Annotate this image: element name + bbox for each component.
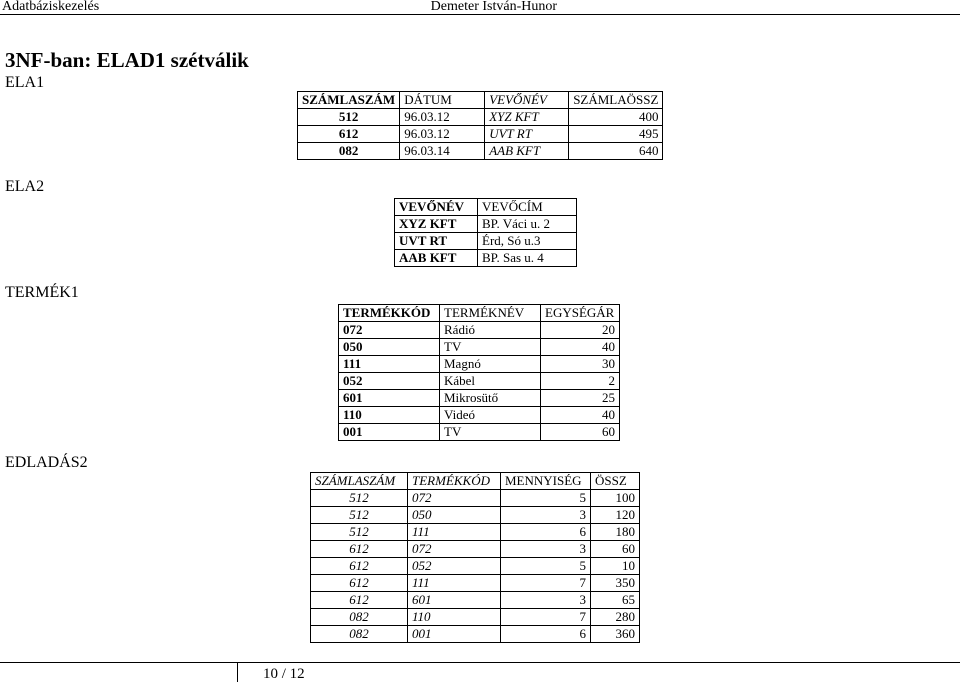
table-cell: 3	[501, 541, 591, 558]
table-row	[311, 490, 640, 507]
table-cell: 082	[311, 626, 408, 643]
label-ela1: ELA1	[5, 74, 45, 91]
col-header: MENNYISÉG	[501, 473, 591, 490]
col-header: ÖSSZ	[591, 473, 640, 490]
col-header: TERMÉKNÉV	[440, 305, 541, 322]
ela1-table	[297, 91, 663, 160]
table-cell: 512	[311, 524, 408, 541]
table-cell: AAB KFT	[485, 143, 569, 160]
table-cell: 601	[339, 390, 440, 407]
table-row	[311, 541, 640, 558]
table-row	[339, 339, 620, 356]
footer-separator	[237, 662, 238, 682]
header-right: Demeter István-Hunor	[430, 0, 557, 14]
table-row	[298, 126, 663, 143]
table-cell: 40	[541, 407, 620, 424]
termek-table	[338, 304, 620, 441]
table-cell: 111	[408, 524, 501, 541]
table-cell: 512	[311, 490, 408, 507]
table-cell: 180	[591, 524, 640, 541]
table-cell: 10	[591, 558, 640, 575]
table-cell: 25	[541, 390, 620, 407]
table-cell: 072	[339, 322, 440, 339]
table-cell: 350	[591, 575, 640, 592]
table-row	[311, 507, 640, 524]
table-row	[311, 524, 640, 541]
table-cell: Mikrosütő	[440, 390, 541, 407]
table-cell: 111	[339, 356, 440, 373]
table-cell: XYZ KFT	[485, 109, 569, 126]
table-cell: 072	[408, 541, 501, 558]
table-cell: UVT RT	[485, 126, 569, 143]
table-cell: 110	[339, 407, 440, 424]
table-cell: 072	[408, 490, 501, 507]
table-row	[339, 424, 620, 441]
table-cell: 110	[408, 609, 501, 626]
table-cell: 20	[541, 322, 620, 339]
table-row	[339, 322, 620, 339]
col-header: SZÁMLAÖSSZ	[569, 92, 663, 109]
table-cell: BP. Sas u. 4	[478, 250, 577, 267]
table-row	[311, 592, 640, 609]
table-header-row	[311, 473, 640, 490]
table-row	[395, 216, 577, 233]
col-header: VEVŐNÉV	[485, 92, 569, 109]
col-header: VEVŐNÉV	[395, 199, 478, 216]
table-cell: 96.03.14	[400, 143, 485, 160]
table-header-row	[395, 199, 577, 216]
table-row	[298, 143, 663, 160]
col-header: VEVŐCÍM	[478, 199, 577, 216]
table-cell: 30	[541, 356, 620, 373]
eladas-table	[310, 472, 640, 643]
col-header: TERMÉKKÓD	[408, 473, 501, 490]
header-left: Adatbáziskezelés	[2, 0, 100, 14]
table-row	[298, 109, 663, 126]
table-row	[339, 373, 620, 390]
table-cell: 40	[541, 339, 620, 356]
table-cell: 6	[501, 524, 591, 541]
table-cell: 050	[339, 339, 440, 356]
table-cell: 512	[311, 507, 408, 524]
table-cell: 612	[311, 541, 408, 558]
label-eladas2: EDLADÁS2	[5, 454, 88, 471]
table-cell: XYZ KFT	[395, 216, 478, 233]
col-header: TERMÉKKÓD	[339, 305, 440, 322]
table-cell: 400	[569, 109, 663, 126]
table-cell: 601	[408, 592, 501, 609]
table-cell: 60	[591, 541, 640, 558]
table-cell: Érd, Só u.3	[478, 233, 577, 250]
table-cell: 96.03.12	[400, 126, 485, 143]
table-cell: 360	[591, 626, 640, 643]
table-cell: 612	[311, 575, 408, 592]
table-cell: 082	[311, 609, 408, 626]
table-cell: 100	[591, 490, 640, 507]
table-cell: TV	[440, 339, 541, 356]
table-cell: 001	[408, 626, 501, 643]
table-row	[395, 233, 577, 250]
table-cell: Kábel	[440, 373, 541, 390]
table-header-row	[339, 305, 620, 322]
header-divider	[0, 14, 960, 15]
table-row	[339, 390, 620, 407]
table-cell: 6	[501, 626, 591, 643]
table-cell: 7	[501, 575, 591, 592]
table-cell: Videó	[440, 407, 541, 424]
table-cell: 5	[501, 490, 591, 507]
table-cell: AAB KFT	[395, 250, 478, 267]
table-cell: 612	[311, 592, 408, 609]
table-cell: 001	[339, 424, 440, 441]
table-cell: 050	[408, 507, 501, 524]
col-header: DÁTUM	[400, 92, 485, 109]
table-row	[395, 250, 577, 267]
table-row	[311, 626, 640, 643]
table-cell: 65	[591, 592, 640, 609]
table-cell: 3	[501, 592, 591, 609]
table-header-row	[298, 92, 663, 109]
table-row	[339, 356, 620, 373]
table-cell: Magnó	[440, 356, 541, 373]
footer-divider	[0, 662, 960, 663]
table-row	[311, 609, 640, 626]
table-cell: 052	[408, 558, 501, 575]
table-cell: 280	[591, 609, 640, 626]
table-cell: UVT RT	[395, 233, 478, 250]
table-cell: 60	[541, 424, 620, 441]
table-cell: 120	[591, 507, 640, 524]
page-number: 10 / 12	[263, 666, 305, 682]
ela2-table	[394, 198, 577, 267]
table-cell: BP. Váci u. 2	[478, 216, 577, 233]
table-cell: 052	[339, 373, 440, 390]
table-cell: 3	[501, 507, 591, 524]
table-cell: 082	[298, 143, 400, 160]
table-row	[311, 558, 640, 575]
table-cell: 111	[408, 575, 501, 592]
col-header: EGYSÉGÁR	[541, 305, 620, 322]
table-cell: 2	[541, 373, 620, 390]
table-row	[311, 575, 640, 592]
label-ela2: ELA2	[5, 178, 45, 195]
col-header: SZÁMLASZÁM	[311, 473, 408, 490]
table-cell: 640	[569, 143, 663, 160]
table-cell: TV	[440, 424, 541, 441]
col-header: SZÁMLASZÁM	[298, 92, 400, 109]
page-title: 3NF-ban: ELAD1 szétválik	[5, 48, 249, 72]
table-cell: 495	[569, 126, 663, 143]
table-cell: 512	[298, 109, 400, 126]
table-cell: 5	[501, 558, 591, 575]
table-cell: 96.03.12	[400, 109, 485, 126]
table-row	[339, 407, 620, 424]
table-cell: 7	[501, 609, 591, 626]
label-termek1: TERMÉK1	[5, 284, 79, 301]
table-cell: Rádió	[440, 322, 541, 339]
table-cell: 612	[298, 126, 400, 143]
table-cell: 612	[311, 558, 408, 575]
